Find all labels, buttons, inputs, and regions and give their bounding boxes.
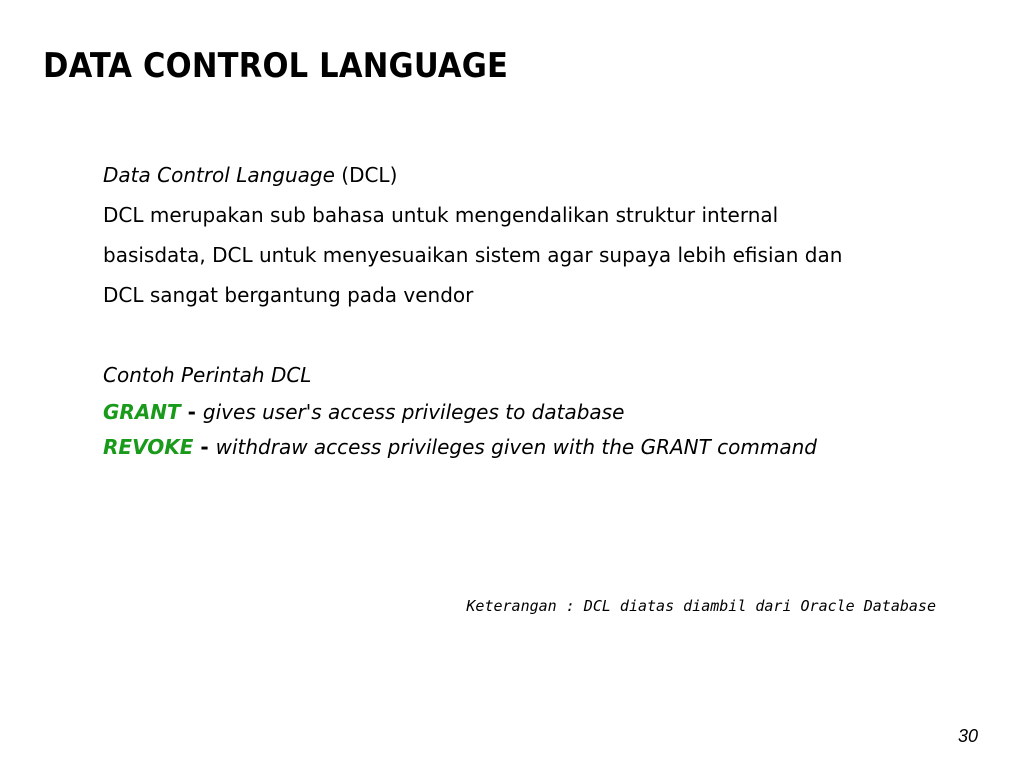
definition-line-1: DCL merupakan sub bahasa untuk mengendalikan struktur internal [103,203,779,227]
command-separator: - [180,400,203,424]
slide-title: DATA CONTROL LANGUAGE [43,46,509,86]
definition-abbrev: (DCL) [334,163,398,187]
definition-heading [103,155,983,195]
command-name-grant: GRANT [103,400,181,424]
command-description-grant: gives user's access privileges to database [202,400,625,424]
source-note: Keterangan : DCL diatas diambil dari Oracle Database [466,597,936,615]
definition-term: Data Control Language [103,163,335,187]
page-number: 30 [957,726,978,746]
command-grant [103,395,983,430]
definition-line-2: basisdata, DCL untuk menyesuaikan sistem agar supaya lebih efisian dan [103,243,843,267]
command-name-revoke: REVOKE [103,435,194,459]
slide-content [103,155,983,465]
command-revoke [103,430,983,465]
examples-heading: Contoh Perintah DCL [103,363,312,387]
definition-line-3: DCL sangat bergantung pada vendor [103,283,474,307]
command-description-revoke: withdraw access privileges given with the GRANT command [215,435,817,459]
spacer [103,315,983,355]
command-separator: - [193,435,216,459]
